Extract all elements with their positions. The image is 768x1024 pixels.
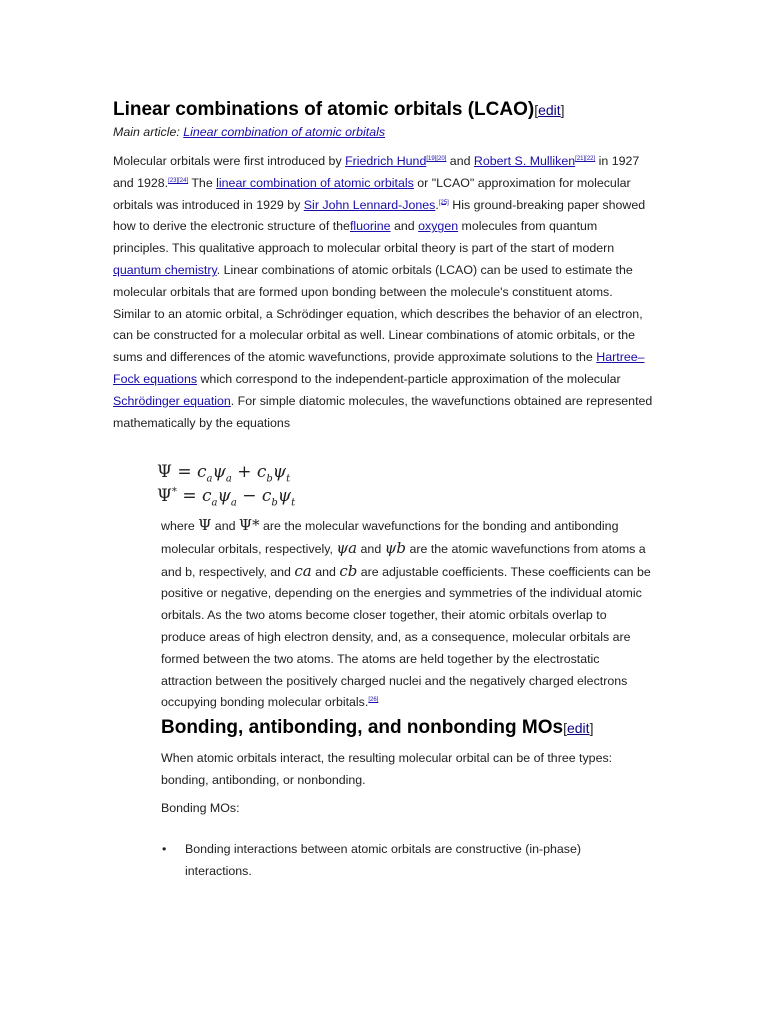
hatnote-prefix: Main article: — [113, 125, 184, 139]
citation-ref[interactable] — [426, 156, 446, 162]
bullet-icon: • — [162, 842, 167, 856]
text: and — [357, 541, 385, 556]
link-lennard-jones[interactable]: Sir John Lennard-Jones — [303, 197, 436, 212]
paragraph-equation-explanation — [161, 515, 651, 714]
text: which correspond to the independent-particle approximation of the molecular — [197, 371, 621, 386]
eq-symbol: c — [256, 462, 267, 482]
citation-link[interactable]: [25] — [438, 199, 449, 206]
eq-subscript: b — [266, 473, 273, 485]
math-symbol: ψa — [336, 538, 358, 557]
citation-ref[interactable] — [368, 697, 378, 703]
eq-symbol: c — [261, 486, 272, 506]
edit-section-link[interactable]: [edit] — [563, 720, 594, 736]
eq-symbol: ψ — [217, 486, 231, 506]
list-item-text: Bonding interactions between atomic orbitals are constructive (in-phase) interactions. — [185, 842, 582, 878]
math-symbol: cb — [339, 561, 358, 580]
citation-link[interactable]: [19][20] — [426, 155, 447, 162]
text: The — [188, 175, 217, 190]
link-fluorine[interactable]: fluorine — [349, 219, 391, 234]
bonding-mos-list — [161, 839, 651, 883]
math-symbol: ca — [294, 561, 312, 580]
math-symbol: ψb — [384, 538, 407, 557]
eq-symbol: c — [201, 486, 212, 506]
text: . For simple diatomic molecules, the wavefunctions obtained are represented mathematically by the equations — [113, 393, 653, 430]
eq-subscript: b — [271, 497, 278, 509]
citation-ref[interactable] — [575, 156, 595, 162]
text: are the molecular wavefunctions for the bonding and antibonding molecular orbitals, respectively, — [161, 519, 619, 556]
section-heading-lcao — [113, 98, 565, 122]
link-friedrich-hund[interactable]: Friedrich Hund — [345, 154, 427, 168]
eq-subscript: t — [291, 497, 296, 509]
text: molecules from quantum principles. This qualitative approach to molecular orbital theory is part of the start of modern — [113, 219, 615, 256]
text: in 1927 and 1928. — [113, 154, 640, 190]
eq-symbol: * — [171, 486, 177, 498]
eq-symbol: Ψ — [157, 486, 172, 506]
text: Molecular orbitals were first introduced by — [113, 154, 346, 168]
text: and — [446, 154, 474, 168]
citation-link[interactable]: [21][22] — [575, 155, 596, 162]
eq-symbol: ψ — [272, 462, 287, 482]
eq-symbol: ψ — [212, 462, 226, 482]
text: where — [161, 519, 199, 533]
citation-link[interactable]: [23][24] — [168, 177, 189, 184]
eq-subscript: a — [230, 497, 237, 509]
eq-subscript: t — [286, 473, 291, 485]
paragraph-mo-types: When atomic orbitals interact, the resulting molecular orbital can be of three types: bonding, antibonding, or nonbonding. — [161, 751, 613, 787]
text: are the atomic wavefunctions from atoms a and b, respectively, and — [161, 541, 646, 579]
list-item — [161, 839, 651, 883]
text: and — [211, 519, 239, 533]
text: . — [435, 197, 439, 212]
text: and — [311, 564, 340, 579]
eq-subscript: a — [225, 473, 232, 485]
edit-section-link[interactable]: [edit] — [534, 102, 565, 118]
text: . Linear combinations of atomic orbitals (LCAO) can be used to estimate the molecular orbitals that are formed upon bonding between the molecule's constituent atoms. Similar to an atomic orbital, a Schrödinger equation, which describes the behavior of an electron, can be constructed for a molecular orbital as well. Linear combinations of atomic orbitals, or the sums and differences of the atomic wavefunctions, provide approximate solutions to the — [113, 262, 643, 365]
link-quantum-chemistry[interactable]: quantum chemistry — [113, 262, 217, 277]
math-symbol: Ψ — [198, 516, 212, 534]
eq-symbol: c — [196, 462, 207, 482]
equation-bonding — [157, 462, 290, 484]
eq-subscript: a — [206, 473, 213, 485]
edit-link[interactable]: edit — [566, 720, 590, 736]
text: and — [390, 219, 419, 234]
eq-subscript: a — [211, 497, 218, 509]
citation-ref[interactable] — [168, 178, 188, 184]
section-heading-bonding-mos — [161, 716, 593, 740]
paragraph-intro — [113, 151, 653, 434]
text: are adjustable coefficients. These coefficients can be positive or negative, depending on the energies and symmetries of the individual atomic orbitals. As the two atoms become closer together, their atomic orbitals overlap to produce areas of high electron density, and, as a consequence, molecular orbitals are formed between the two atoms. The atoms are held together by the electrostatic attraction between the positively charged nuclei and the negatively charged electrons occupying bonding molecular orbitals. — [161, 564, 651, 710]
eq-symbol: = — [176, 486, 202, 506]
link-lcao[interactable]: linear combination of atomic orbitals — [216, 175, 414, 190]
eq-symbol: Ψ — [157, 462, 172, 482]
equation-antibonding — [157, 486, 295, 508]
section-title: Bonding, antibonding, and nonbonding MOs — [161, 717, 564, 738]
citation-link[interactable]: [26] — [368, 697, 379, 704]
eq-symbol: + — [231, 462, 257, 482]
link-schrodinger-equation[interactable]: Schrödinger equation — [113, 393, 231, 408]
section-title: Linear combinations of atomic orbitals (LCAO) — [113, 99, 535, 120]
text: or "LCAO" approximation for molecular orbitals was introduced in 1929 by — [113, 175, 631, 212]
link-hartree-fock[interactable]: Hartree–Fock equations — [113, 350, 645, 386]
citation-ref[interactable] — [439, 199, 449, 205]
edit-link[interactable]: edit — [538, 102, 561, 118]
link-oxygen[interactable]: oxygen — [418, 219, 459, 234]
hatnote — [113, 122, 385, 143]
eq-symbol: − — [236, 486, 262, 506]
eq-symbol: ψ — [277, 486, 292, 506]
text: His ground-breaking paper showed how to derive the electronic structure of the — [113, 197, 646, 234]
eq-symbol: = — [171, 462, 197, 482]
main-article-link[interactable]: Linear combination of atomic orbitals — [183, 125, 386, 139]
paragraph-bonding-mos-label: Bonding MOs: — [161, 801, 240, 815]
link-robert-mulliken[interactable]: Robert S. Mulliken — [473, 154, 576, 168]
math-symbol: Ψ* — [238, 516, 260, 534]
